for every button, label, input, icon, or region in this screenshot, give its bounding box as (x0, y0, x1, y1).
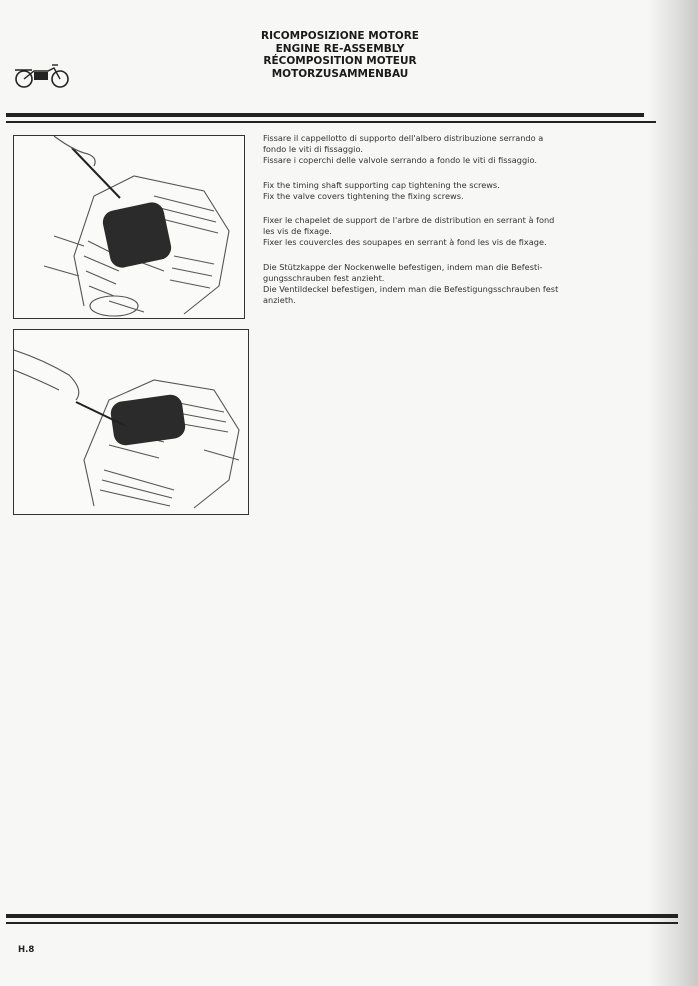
text-line: Fissare il cappellotto di supporto dell'albero distribuzione serrando a (263, 133, 544, 143)
page-title-german: MOTORZUSAMMENBAU (271, 67, 409, 80)
page-title-english: ENGINE RE-ASSEMBLY (275, 42, 405, 55)
text-line: Die Ventildeckel befestigen, indem man die Befestigungsschrauben fest (263, 284, 559, 295)
text-line: anzieth. (263, 295, 296, 306)
text-line: fondo le viti di fissaggio. (263, 144, 363, 155)
paragraph-french (263, 215, 623, 249)
text-line: Fix the valve covers tightening the fixing screws. (263, 190, 464, 201)
figure-valve-covers (13, 329, 249, 515)
paragraph-german (263, 262, 623, 307)
text-line: Fissare i coperchi delle valvole serrando a fondo le viti di fissaggio. (263, 155, 537, 166)
footer-rule (6, 914, 678, 918)
figure-timing-shaft-cap (13, 135, 245, 319)
paragraph-italian (263, 133, 623, 167)
text-line: Die Stützkappe der Nockenwelle befestigen, indem man die Befesti- (263, 261, 543, 272)
instruction-text (263, 133, 623, 319)
page-title-italian: RICOMPOSIZIONE MOTORE (261, 30, 419, 42)
text-line: Fix the timing shaft supporting cap tightening the screws. (263, 179, 500, 190)
text-line: Fixer le chapelet de support de l'arbre de distribution en serrant à fond (263, 215, 555, 226)
header-rule (6, 113, 644, 117)
page-number: H.8 (18, 945, 35, 955)
motorcycle-icon (12, 62, 72, 90)
page-title-block (200, 30, 480, 80)
text-line: les vis de fixage. (263, 226, 332, 237)
scan-edge-shadow (648, 0, 698, 986)
text-line: Fixer les couvercles des soupapes en serrant à fond les vis de fixage. (263, 237, 547, 248)
page-title-french: RÉCOMPOSITION MOTEUR (263, 55, 417, 67)
header-rule-secondary (6, 121, 656, 123)
footer-rule-secondary (6, 922, 678, 924)
paragraph-english (263, 180, 623, 202)
text-line: gungsschrauben fest anzieht. (263, 272, 385, 283)
